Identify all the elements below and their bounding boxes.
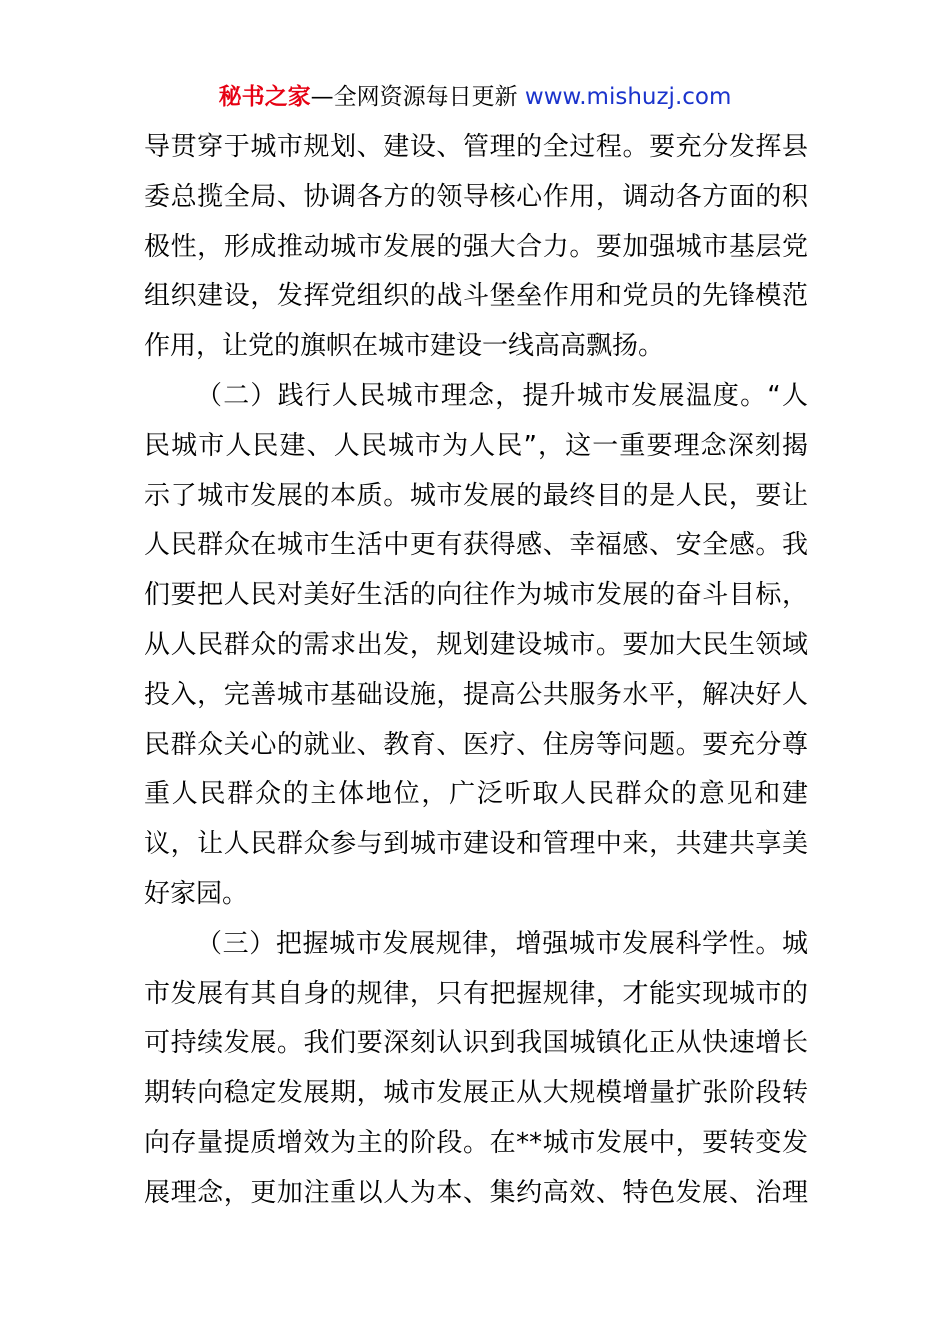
- text-line: 们要把人民对美好生活的向往作为城市发展的奋斗目标，: [144, 580, 808, 611]
- text-line: 作用，让党的旗帜在城市建设一线高高飘扬。: [144, 331, 665, 362]
- text-line: 议，让人民群众参与到城市建设和管理中来，共建共享美: [144, 829, 808, 860]
- site-url-link[interactable]: www.mishuzj.com: [524, 84, 732, 110]
- text-line: 可持续发展。我们要深刻认识到我国城镇化正从快速增长: [144, 1028, 808, 1059]
- document-body: [144, 123, 808, 1219]
- text-line: 向存量提质增效为主的阶段。在**城市发展中，要转变发: [144, 1127, 808, 1158]
- text-line: 重人民群众的主体地位，广泛听取人民群众的意见和建: [144, 779, 808, 810]
- text-line: 导贯穿于城市规划、建设、管理的全过程。要充分发挥县: [144, 132, 808, 162]
- text-line: 民城市人民建、人民城市为人民”，这一重要理念深刻揭: [144, 430, 808, 461]
- site-header: [0, 80, 950, 114]
- text-line: 组织建设，发挥党组织的战斗堡垒作用和党员的先锋模范: [144, 281, 808, 312]
- section-heading-3: （三）把握城市发展规律，增强城市发展科学性。城: [196, 928, 808, 959]
- text-line: 期转向稳定发展期，城市发展正从大规模增量扩张阶段转: [144, 1078, 808, 1109]
- text-line: 投入，完善城市基础设施，提高公共服务水平，解决好人: [144, 679, 808, 710]
- site-brand: 秘书之家: [218, 84, 311, 110]
- text-line: 民群众关心的就业、教育、医疗、住房等问题。要充分尊: [144, 729, 808, 760]
- text-line: 市发展有其自身的规律，只有把握规律，才能实现城市的: [144, 978, 808, 1009]
- text-line: 好家园。: [144, 878, 249, 909]
- text-line: 极性，形成推动城市发展的强大合力。要加强城市基层党: [144, 231, 808, 262]
- text-line: 展理念，更加注重以人为本、集约高效、特色发展、治理: [144, 1177, 808, 1208]
- site-tagline: —全网资源每日更新: [310, 84, 525, 110]
- section-heading-2: （二）践行人民城市理念，提升城市发展温度。“人: [196, 380, 808, 411]
- text-line: 从人民群众的需求出发，规划建设城市。要加大民生领域: [144, 629, 808, 660]
- text-line: 委总揽全局、协调各方的领导核心作用，调动各方面的积: [144, 181, 808, 212]
- text-line: 人民群众在城市生活中更有获得感、幸福感、安全感。我: [144, 530, 808, 561]
- text-line: 示了城市发展的本质。城市发展的最终目的是人民，要让: [144, 480, 808, 511]
